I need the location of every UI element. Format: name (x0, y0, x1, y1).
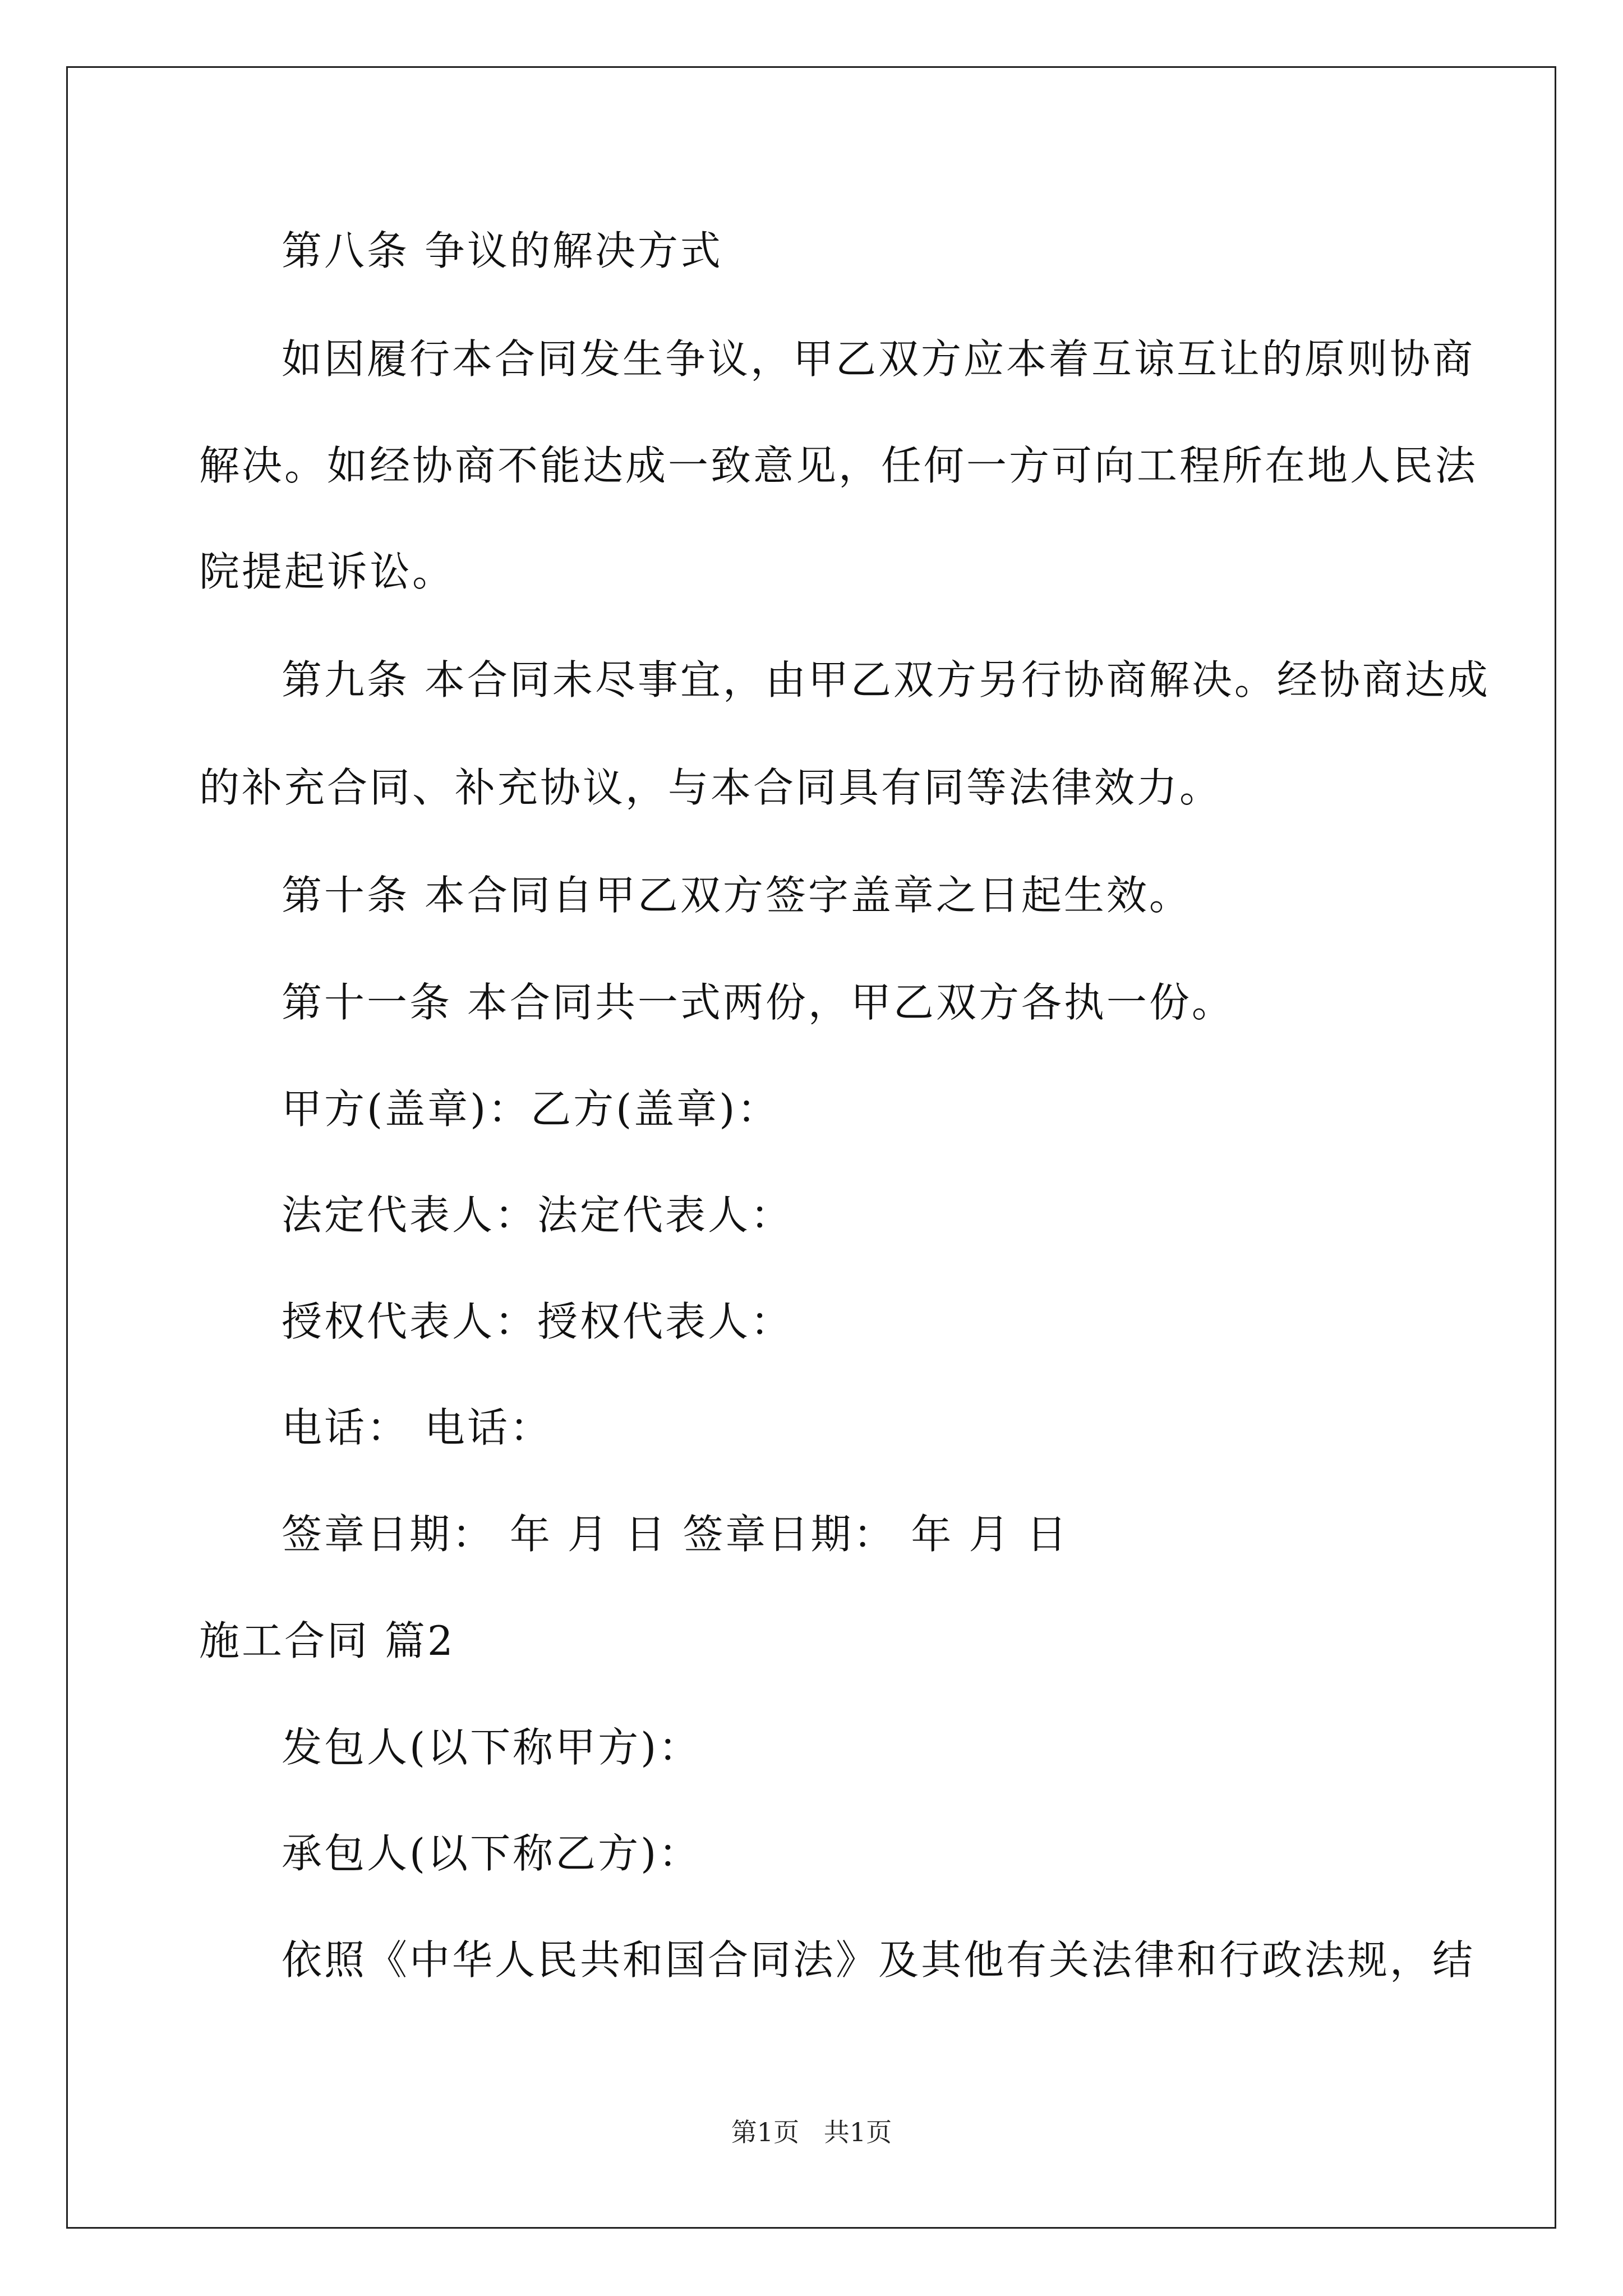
employer-line: 发包人(以下称甲方)： (282, 1724, 702, 1771)
signature-date-line: 签章日期： 年 月 日 签章日期： 年 月 日 (282, 1511, 1069, 1558)
article-10-text: 第十条 本合同自甲乙双方签字盖章之日起生效。 (282, 872, 1192, 919)
article-9-paragraph-line-1: 第九条 本合同未尽事宜，由甲乙双方另行协商解决。经协商达成 (282, 656, 1490, 703)
section-2-heading: 施工合同 篇2 (199, 1617, 455, 1664)
signature-phone-line: 电话： 电话： (282, 1404, 552, 1451)
article-11-text: 第十一条 本合同共一式两份，甲乙双方各执一份。 (282, 979, 1234, 1026)
page-footer: 第1页 共1页 (731, 2117, 892, 2147)
signature-parties-line: 甲方(盖章)：乙方(盖章)： (282, 1085, 780, 1133)
article-9-paragraph-line-2: 的补充合同、补充协议，与本合同具有同等法律效力。 (199, 764, 1223, 811)
signature-authorized-rep-line: 授权代表人：授权代表人： (282, 1298, 794, 1345)
signature-legal-rep-line: 法定代表人：法定代表人： (282, 1191, 794, 1239)
legal-basis-line: 依照《中华人民共和国合同法》及其他有关法律和行政法规，结 (282, 1936, 1476, 1984)
article-8-paragraph-line-3: 院提起诉讼。 (199, 548, 455, 595)
article-8-paragraph-line-2: 解决。如经协商不能达成一致意见，任何一方可向工程所在地人民法 (199, 442, 1478, 489)
article-8-paragraph-line-1: 如因履行本合同发生争议，甲乙双方应本着互谅互让的原则协商 (282, 335, 1476, 383)
article-8-heading: 第八条 争议的解决方式 (282, 227, 723, 274)
contractor-line: 承包人(以下称乙方)： (282, 1830, 702, 1877)
page-border (66, 66, 1556, 2229)
